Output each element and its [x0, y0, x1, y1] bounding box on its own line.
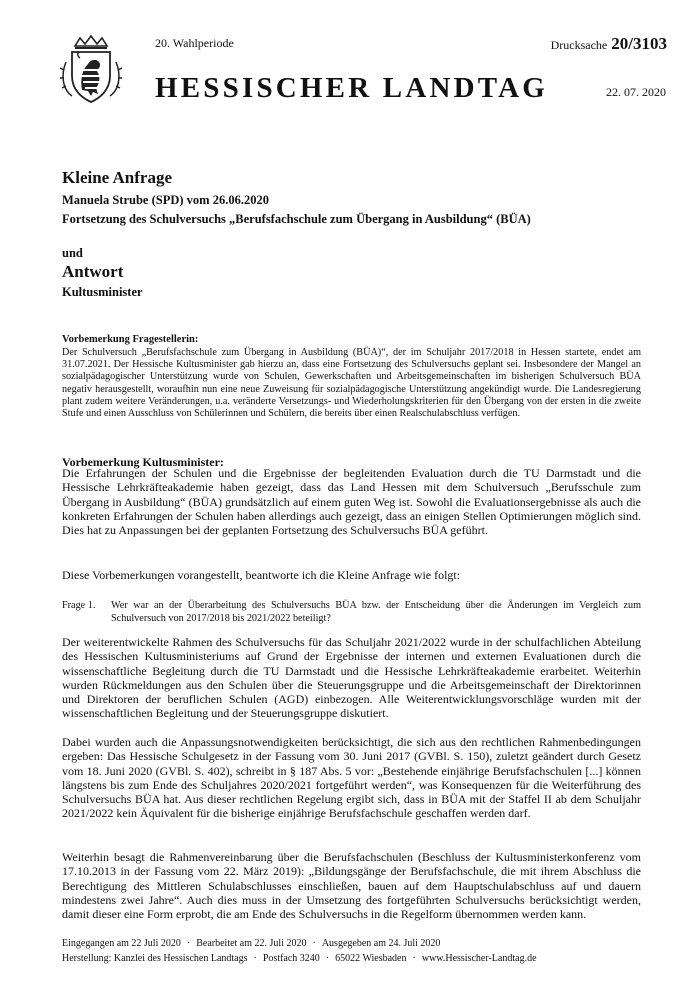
parliament-title: HESSISCHER LANDTAG	[155, 72, 549, 104]
footer-postfach: Postfach 3240	[262, 953, 320, 964]
vorbemerkung-fragestellerin-text: Der Schulversuch „Berufsfachschule zum Übergang in Ausbildung (BÜA)“, der im Schuljahr 2017/2018 in Hessen startete, endet am 31.07.2021. Der Hessische Kultusminister gab hierzu an, dass eine Fortsetzung des Schulversuchs geplant sei. Insbesondere der Mangel an sozialpädagogischer Unterstützung wurde von Schulen, Gewerkschaften und Arbeitsgemeinschaften im bisherigen Schulversuch BÜA negativ herausgestellt, woraufhin nun eine neue Zuweisung für sozialpädagogische Unterstützung angekündigt wurde. Die Landesregierung plant zudem weitere Veränderungen, u.a. veränderte Versetzungs- und Wiederholungskriterien für den Übergang von der ersten in die zweite Stufe und einen Ausschluss von Schülerinnen und Schülern, die bereits über einen Realschulabschluss verfügen.	[62, 347, 641, 420]
hessen-crest-icon	[58, 34, 124, 106]
footer-eingegangen: Eingegangen am 22 Juli 2020	[62, 938, 181, 949]
vorbemerkung-kultusminister-text: Die Erfahrungen der Schulen und die Ergebnisse der begleitenden Evaluation durch die TU Darmstadt und die Hessische Lehrkräfteakademie haben gezeigt, dass das Land Hessen mit dem Schulversuch „Berufsschule zum Übergang in Ausbildung“ (BÜA) grundsätzlich auf einem guten Weg ist. Sowohl die Evaluationsergebnisse als auch die konkreten Erfahrungen der Schulen haben allerdings auch gezeigt, dass an einigen Stellen Optimierungen möglich sind. Dies hat zu Anpassungen bei der geplanten Fortsetzung des Schulversuchs BÜA geführt.	[62, 466, 641, 538]
vorbemerkung-kultusminister-heading: Vorbemerkung Kultusminister:	[62, 455, 224, 469]
footer-herstellung: Herstellung: Kanzlei des Hessischen Landtags	[62, 953, 248, 964]
footer-ort: 65022 Wiesbaden	[335, 953, 407, 964]
answer-paragraph-1: Der weiterentwickelte Rahmen des Schulversuchs für das Schuljahr 2021/2022 wurde in der schulfachlichen Abteilung des Hessischen Kultusministeriums auf Grund der Ergebnisse der internen und externen Evaluationen durch die wissenschaftliche Begleitung durch die TU Darmstadt und die Hessische Lehrkräfteakademie erarbeitet. Weiterhin wurden Rückmeldungen aus den Schulen über die Steuerungsgruppe und die Arbeitsgemeinschaft der Direktorinnen und Direktoren der beruflichen Schulen (AGD) einbezogen. Alle Weiterentwicklungsvorschläge wurden mit der wissenschaftlichen Begleitung und der Steuerungsgruppe diskutiert.	[62, 635, 641, 721]
footer-separator: ·	[412, 953, 416, 964]
footer-bearbeitet: Bearbeitet am 22. Juli 2020	[196, 938, 307, 949]
antwort-heading: Antwort	[62, 262, 124, 281]
frage-1-label: Frage 1.	[62, 600, 96, 611]
drucksache-number: 20/3103	[611, 34, 667, 53]
frage-1	[62, 600, 641, 625]
footer-separator: ·	[325, 953, 330, 964]
drucksache-label: Drucksache	[550, 38, 608, 52]
document-date: 22. 07. 2020	[606, 85, 666, 99]
footer-separator: ·	[186, 938, 191, 949]
frage-1-text: Wer war an der Überarbeitung des Schulversuchs BÜA bzw. der Entscheidung über die Änderungen im Vergleich zum Schulversuch von 2017/2018 bis 2021/2022 beteiligt?	[111, 600, 641, 624]
vorbemerkung-fragestellerin-heading: Vorbemerkung Fragestellerin:	[62, 334, 199, 345]
footer-ausgegeben: Ausgegeben am 24. Juli 2020	[321, 938, 441, 949]
footer-separator: ·	[312, 938, 316, 949]
footer-web-link[interactable]: www.Hessischer-Landtag.de	[421, 953, 537, 964]
footer-dates	[62, 938, 440, 949]
document-kind: Kleine Anfrage	[62, 168, 173, 187]
topic-line: Fortsetzung des Schulversuchs „Berufsfachschule zum Übergang in Ausbildung“ (BÜA)	[62, 212, 531, 226]
intro-sentence: Diese Vorbemerkungen vorangestellt, beantworte ich die Kleine Anfrage wie folgt:	[62, 568, 461, 582]
wahlperiode: 20. Wahlperiode	[155, 36, 234, 50]
und-label: und	[62, 246, 83, 260]
author-line: Manuela Strube (SPD) vom 26.06.2020	[62, 193, 269, 207]
responder: Kultusminister	[62, 285, 143, 299]
drucksache	[551, 34, 667, 54]
footer-publisher	[62, 953, 537, 964]
footer-separator: ·	[253, 953, 257, 964]
answer-paragraph-3: Weiterhin besagt die Rahmenvereinbarung über die Berufsfachschulen (Beschluss der Kultusministerkonferenz vom 17.10.2013 in der Fassung vom 22. März 2019): „Bildungsgänge der Berufsfachschule, die mit ihrem Abschluss die Berechtigung des Mittleren Schulabschlusses einschließen, bauen auf dem Hauptschulabschluss auf und dauern mindestens zwei Jahre“. Auch dies muss in der Umsetzung des fortgeführten Schulversuchs berücksichtigt werden, damit dieser eine Form erprobt, die am Ende des Schulversuchs in die Regelform übernommen werden kann.	[62, 850, 641, 922]
answer-paragraph-2: Dabei wurden auch die Anpassungsnotwendigkeiten berücksichtigt, die sich aus den rechtlichen Rahmenbedingungen ergeben: Das Hessische Schulgesetz in der Fassung vom 30. Juni 2017 (GVBl. S. 150), zuletzt geändert durch Gesetz vom 18. Juni 2020 (GVBl. S. 402), schreibt in § 187 Abs. 5 vor: „Bestehende einjährige Berufsfachschulen [...] können längstens bis zum Ende des Schuljahres 2020/2021 fortgeführt werden“, was Konsequenzen für die Weiterführung des Schulversuchs BÜA hat. Aus dieser rechtlichen Regelung ergibt sich, dass in BÜA mit der Staffel II ab dem Schuljahr 2021/2022 kein Äquivalent für die bisherige einjährige Berufsfachschule geschaffen werden darf.	[62, 735, 641, 821]
